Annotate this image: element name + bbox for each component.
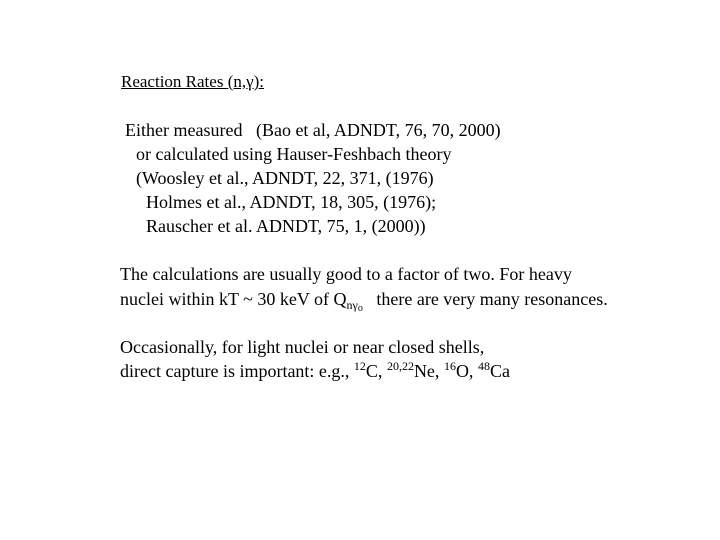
source-line-3: (Woosley et al., ADNDT, 22, 371, (1976) xyxy=(136,168,434,188)
q-subscript: nγ xyxy=(346,298,358,312)
source-line-4: Holmes et al., ADNDT, 18, 305, (1976); xyxy=(146,192,437,212)
direct-line-1: Occasionally, for light nuclei or near closed shells, xyxy=(120,337,485,357)
calc-line-2: nuclei within kT ~ 30 keV of $Q_{n\gamma o}$ there are very many resonances. xyxy=(120,289,608,314)
isotope-mass-ca: 48 xyxy=(477,359,490,373)
isotope-mass-o: 16 xyxy=(443,359,456,373)
direct-line-2: direct capture is important: e.g., $^{12}$C, $^{20,22}$Ne, $^{16}$O, $^{48}$Ca xyxy=(120,359,510,381)
isotope-mass-ne: 20,22 xyxy=(386,359,414,373)
q-subscript-2: o xyxy=(357,303,363,314)
slide-title: Reaction Rates (n,γ): xyxy=(121,72,265,91)
gamma-symbol: γ xyxy=(246,72,254,91)
calc-line-1: The calculations are usually good to a factor of two. For heavy xyxy=(120,264,572,284)
source-line-5: Rauscher et al. ADNDT, 75, 1, (2000)) xyxy=(146,216,426,236)
source-line-1: Either measured (Bao et al, ADNDT, 76, 70, 2000) xyxy=(125,120,501,140)
isotope-mass-c: 12 xyxy=(353,359,366,373)
source-line-2: or calculated using Hauser-Feshbach theory xyxy=(136,144,452,164)
